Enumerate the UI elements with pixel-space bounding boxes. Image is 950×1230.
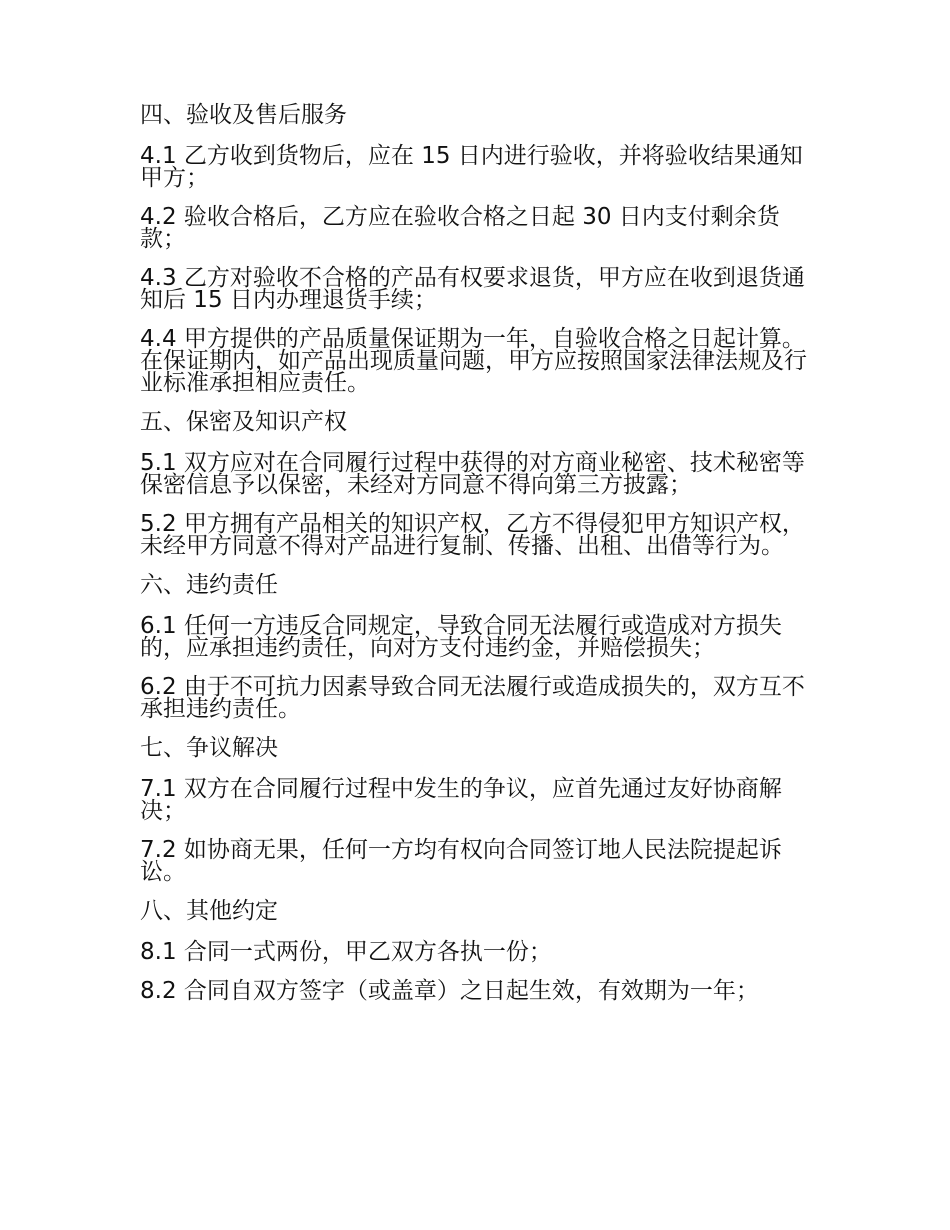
clause-4-2: 4.2 验收合格后，乙方应在验收合格之日起 30 日内支付剩余货款； [140, 204, 780, 252]
clause-6-1: 6.1 任何一方违反合同规定，导致合同无法履行或造成对方损失的，应承担违约责任，向对方支付违约金，并赔偿损失； [140, 613, 782, 661]
clause-4-4: 4.4 甲方提供的产品质量保证期为一年，自验收合格之日起计算。在保证期内，如产品出现质量问题，甲方应按照国家法律法规及行业标准承担相应责任。 [140, 326, 807, 396]
section-heading-8: 八、其他约定 [140, 898, 278, 924]
section-heading-7: 七、争议解决 [140, 735, 278, 761]
section-heading-4: 四、验收及售后服务 [140, 102, 347, 128]
clause-4-1: 4.1 乙方收到货物后，应在 15 日内进行验收，并将验收结果通知甲方； [140, 143, 803, 191]
section-heading-5: 五、保密及知识产权 [140, 409, 347, 435]
clause-5-1: 5.1 双方应对在合同履行过程中获得的对方商业秘密、技术秘密等保密信息予以保密，未经对方同意不得向第三方披露； [140, 450, 805, 498]
clause-8-2: 8.2 合同自双方签字（或盖章）之日起生效，有效期为一年； [140, 978, 759, 1004]
clause-7-2: 7.2 如协商无果，任何一方均有权向合同签订地人民法院提起诉讼。 [140, 837, 782, 885]
clause-6-2: 6.2 由于不可抗力因素导致合同无法履行或造成损失的，双方互不承担违约责任。 [140, 674, 805, 722]
clause-7-1: 7.1 双方在合同履行过程中发生的争议，应首先通过友好协商解决； [140, 776, 782, 824]
clause-5-2: 5.2 甲方拥有产品相关的知识产权，乙方不得侵犯甲方知识产权，未经甲方同意不得对产品进行复制、传播、出租、出借等行为。 [140, 511, 805, 559]
document-page [140, 104, 815, 1019]
section-heading-6: 六、违约责任 [140, 572, 278, 598]
clause-8-1: 8.1 合同一式两份，甲乙双方各执一份； [140, 939, 552, 965]
clause-4-3: 4.3 乙方对验收不合格的产品有权要求退货，甲方应在收到退货通知后 15 日内办理退货手续； [140, 265, 805, 313]
